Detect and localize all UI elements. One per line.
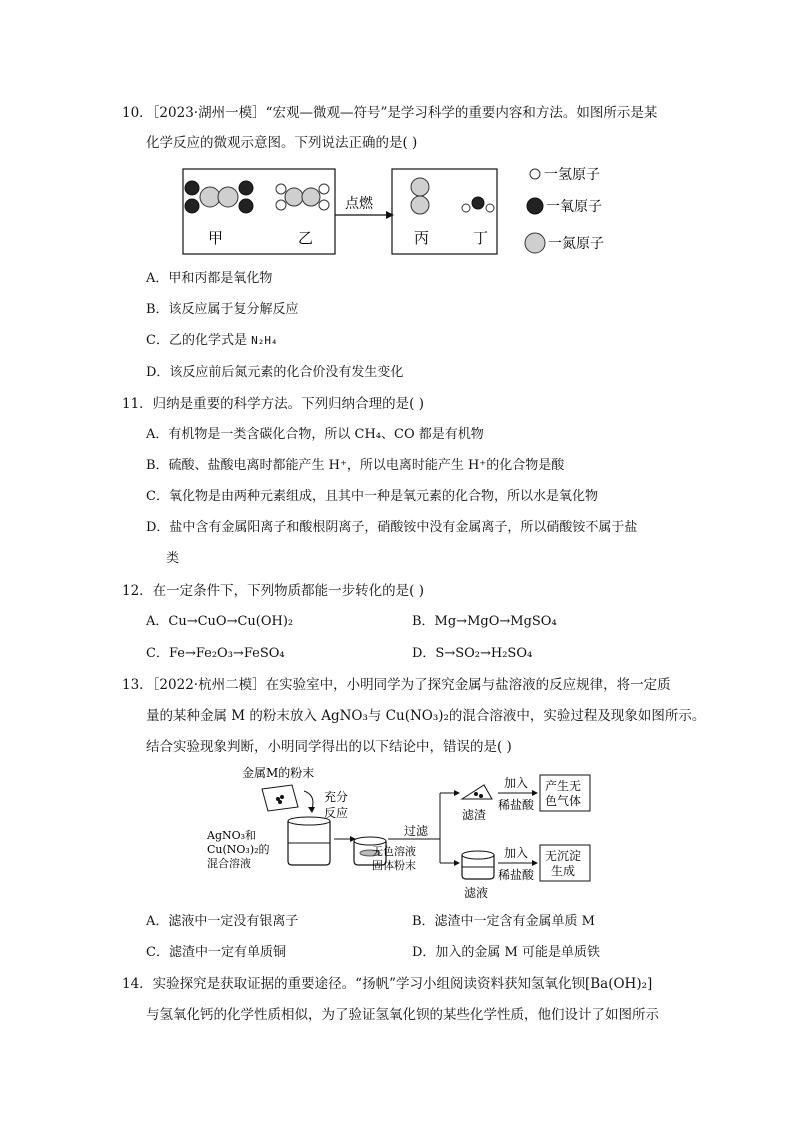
result-1a: 产生无 (545, 779, 582, 793)
add-label-1: 加入 (504, 776, 529, 790)
label-jia: 甲 (208, 229, 224, 247)
mix-label-3: 混合溶液 (207, 857, 251, 870)
legend-hydrogen: 一氢原子 (544, 167, 600, 183)
q10-option-b: B．该反应属于复分解反应 (146, 302, 299, 317)
filtrate-label: 滤液 (464, 886, 489, 900)
legend-oxygen: 一氧原子 (546, 199, 602, 215)
q13-option-d: D．加入的金属 M 可能是单质铁 (412, 945, 600, 960)
q12-option-c: C．Fe→Fe₂O₃→FeSO₄ (146, 646, 285, 661)
q10-option-c (146, 331, 278, 351)
q11-option-a: A．有机物是一类含碳化合物，所以 CH₄、CO 都是有机物 (146, 427, 484, 442)
acid-label-2: 稀盐酸 (498, 868, 535, 882)
q13-experiment-diagram (200, 763, 620, 903)
result-2a: 无沉淀 (545, 849, 582, 863)
q11-option-d-line2: 类 (166, 551, 180, 566)
legend-nitrogen: 一氮原子 (548, 236, 604, 252)
q10-stem-line1: 10．［2023·湖州一模］“宏观—微观—符号”是学习科学的重要内容和方法。如图所示是某 (122, 105, 658, 121)
mix-label-2: Cu(NO₃)₂的 (207, 843, 270, 856)
react-label-2: 反应 (324, 806, 349, 820)
metal-powder-label: 金属M的粉末 (242, 766, 315, 780)
solid-powder-label: 固体粉末 (372, 859, 416, 872)
q10-reaction-diagram (180, 160, 620, 260)
label-yi: 乙 (298, 229, 314, 247)
q11-option-b: B．硫酸、盐酸电离时都能产生 H⁺，所以电离时能产生 H⁺的化合物是酸 (146, 458, 565, 473)
q10-option-d: D．该反应前后氮元素的化合价没有发生变化 (146, 365, 404, 380)
q12-option-b: B．Mg→MgO→MgSO₄ (412, 614, 557, 629)
filter-label: 过滤 (404, 824, 429, 838)
q13-stem-line2: 量的某种金属 M 的粉末放入 AgNO₃与 Cu(NO₃)₂的混合溶液中，实验过程及现象如图所示。 (146, 708, 706, 724)
mix-label-1: AgNO₃和 (207, 829, 257, 842)
q10-stem-line2: 化学反应的微观示意图。下列说法正确的是( ) (146, 135, 418, 151)
q12-stem: 12．在一定条件下，下列物质都能一步转化的是( ) (122, 583, 425, 599)
add-label-2: 加入 (504, 846, 529, 860)
clear-solution-label: 无色溶液 (372, 845, 416, 858)
q13-option-c: C．滤渣中一定有单质铜 (146, 945, 286, 960)
result-1b: 色气体 (545, 794, 582, 808)
label-ding: 丁 (473, 229, 489, 247)
q12-option-d: D．S→SO₂→H₂SO₄ (412, 646, 533, 661)
q13-stem-line1: 13．［2022·杭州二模］在实验室中，小明同学为了探究金属与盐溶液的反应规律，将一定质 (122, 677, 671, 693)
q14-stem-line1: 14．实验探究是获取证据的重要途径。“扬帆”学习小组阅读资料获知氢氧化钡[Ba(OH)₂] (122, 976, 653, 992)
q11-stem: 11．归纳是重要的科学方法。下列归纳合理的是( ) (122, 396, 425, 412)
q10-option-c-text: C．乙的化学式是 (146, 333, 252, 348)
q10-option-a: A．甲和丙都是氧化物 (146, 271, 273, 286)
q10-option-c-formula: N₂H₄ (251, 334, 278, 347)
acid-label-1: 稀盐酸 (498, 798, 535, 812)
result-2b: 生成 (551, 864, 576, 878)
arrow-label: 点燃 (345, 196, 373, 212)
q14-stem-line2: 与氢氧化钙的化学性质相似，为了验证氢氧化钡的某些化学性质，他们设计了如图所示 (146, 1007, 659, 1023)
q13-option-b: B．滤渣中一定含有金属单质 M (412, 914, 595, 929)
residue-label: 滤渣 (462, 808, 487, 822)
q12-option-a: A．Cu→CuO→Cu(OH)₂ (146, 614, 294, 629)
react-label-1: 充分 (324, 790, 349, 804)
q13-stem-line3: 结合实验现象判断，小明同学得出的以下结论中，错误的是( ) (146, 739, 512, 755)
q11-option-d-line1: D．盐中含有金属阳离子和酸根阴离子，硝酸铵中没有金属离子，所以硝酸铵不属于盐 (146, 520, 638, 535)
label-bing: 丙 (414, 229, 430, 247)
q13-option-a: A．滤液中一定没有银离子 (146, 914, 299, 929)
q11-option-c: C．氧化物是由两种元素组成，且其中一种是氧元素的化合物，所以水是氧化物 (146, 489, 598, 504)
